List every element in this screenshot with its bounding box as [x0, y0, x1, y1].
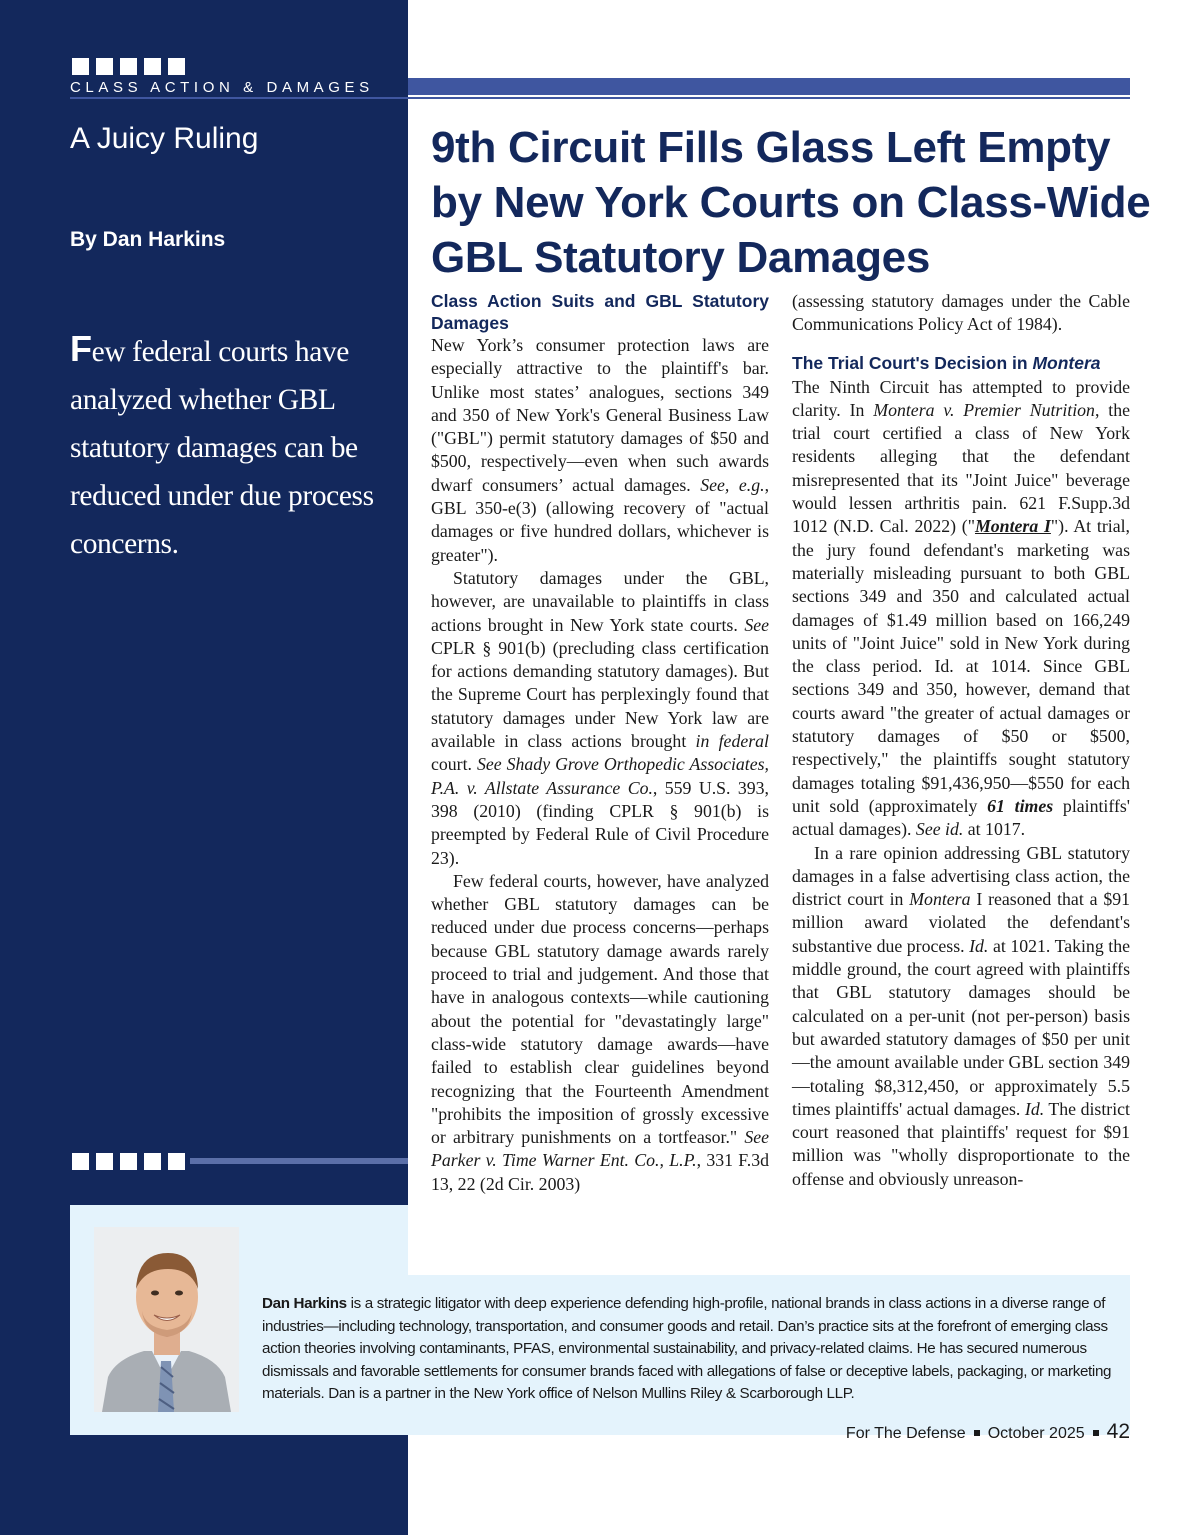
section-rule — [70, 97, 1130, 99]
paragraph: The Ninth Circuit has attempted to provide clarity. In Montera v. Premier Nutrition, the trial court certified a class of New York residents alleging that the defendant misrepresented that its "Joint Juice" beverage would lessen arthritis pain. 621 F.Supp.3d 1012 (N.D. Cal. 2022) ("Montera I"). At trial, the jury found defendant's marketing was materially misleading pursuant to both GBL sections 349 and 350 and calculated actual damages of $1.49 million based on 166,249 units of "Joint Juice" sold in New York during the class period. Id. at 1014. Since GBL sections 349 and 350, however, demand that courts award "the greater of actual damages or statutory damages of $50 or $500, respectively," the plaintiffs sought statutory damages totaling $91,436,950—$550 for each unit sold (approximately 61 times plaintiffs' actual damages). See id. at 1017. — [792, 376, 1131, 840]
square-icon — [144, 58, 161, 75]
article-column-2 — [792, 290, 1130, 1191]
author-bio-text: Dan Harkins is a strategic litigator with deep experience defending high-profile, national brands in class actions in a diverse range of industries—including technology, transportation, and consumer goods and retail. Dan’s practice sits at the forefront of emerging class action theories involving contaminants, PFAS, environmental sustainability, and privacy-related claims. He has secured numerous dismissals and favorable settlements for consumer brands faced with allegations of false or deceptive labels, packaging, or marketing materials. Dan is a partner in the New York office of Nelson Mullins Riley & Scarborough LLP. — [262, 1295, 1112, 1403]
pull-quote-text: ew federal courts have analyzed whether GBL statutory damages can be reduced under due process concerns. — [70, 336, 374, 560]
section-label: CLASS ACTION & DAMAGES — [70, 79, 374, 96]
article-column-1 — [431, 290, 769, 1196]
footer-date: October 2025 — [987, 1425, 1085, 1442]
decorative-squares-bottom — [72, 1153, 185, 1170]
pull-quote-drop-letter: F — [70, 328, 92, 369]
bullet-icon — [974, 1430, 980, 1436]
bullet-icon — [1093, 1430, 1099, 1436]
pull-quote — [70, 325, 390, 568]
author-name: Dan Harkins — [262, 1295, 347, 1312]
square-icon — [96, 58, 113, 75]
square-icon — [96, 1153, 113, 1170]
square-icon — [168, 58, 185, 75]
square-icon — [72, 1153, 89, 1170]
paragraph: Few federal courts, however, have analyzed whether GBL statutory damages can be reduced under due process concerns—perhaps because GBL statutory damage awards rarely proceed to trial and judgement. And those that have in analogous contexts—while cautioning about the potential for "devastatingly large" class-wide statutory damage awards—have failed to establish clear guidelines beyond recognizing that the Fourteenth Amendment "prohibits the imposition of grossly excessive or arbitrary punishments on a tortfeasor." See Parker v. Time Warner Ent. Co., L.P., 331 F.3d 13, 22 (2d Cir. 2003) — [431, 870, 769, 1194]
decorative-rule — [190, 1158, 408, 1164]
byline: By Dan Harkins — [70, 228, 226, 251]
square-icon — [72, 58, 89, 75]
paragraph: In a rare opinion addressing GBL statutory damages in a false advertising class action, the district court in Montera I reasoned that a $91 million award violated the defendant's substantive due process. Id. at 1021. Taking the middle ground, the court agreed with plaintiffs that GBL statutory damages should be calculated on a per-unit (not per-person) basis but awarded statutory damages of $50 per unit—the amount available under GBL section 349—totaling $8,312,450, or approximately 5.5 times plaintiffs' actual damages. Id. The district court reasoned that plaintiffs' request for $91 million was "wholly disproportionate to the offense and obviously unreason- — [792, 842, 1130, 1189]
paragraph: New York’s consumer protection laws are especially attractive to the plaintiff's bar. Unlike most states’ analogues, sections 349 and 350 of New York's General Business Law ("GBL") permit statutory damages of $50 and $500, respectively—even when such awards dwarf consumers’ actual damages. See, e.g., GBL 350-e(3) (allowing recovery of "actual damages or five hundred dollars, whichever is greater"). — [431, 335, 770, 565]
paragraph: Statutory damages under the GBL, however, are unavailable to plaintiffs in class actions brought in New York state courts. See CPLR § 901(b) (precluding class certification for actions demanding statutory damages). But the Supreme Court has perplexingly found that statutory damages under New York law are available in class actions brought in federal court. See Shady Grove Orthopedic Associates, P.A. v. Allstate Assurance Co., 559 U.S. 393, 398 (2010) (finding CPLR § 901(b) is preempted by Federal Rule of Civil Procedure 23). — [431, 567, 769, 868]
paragraph: (assessing statutory damages under the Cable Communications Policy Act of 1984). — [792, 291, 1130, 335]
author-photo — [94, 1227, 239, 1412]
subhead-class-action: Class Action Suits and GBL Statutory Damages — [431, 291, 769, 333]
article-headline: 9th Circuit Fills Glass Left Empty by New York Courts on Class-Wide GBL Statutory Damages — [431, 123, 1151, 282]
page-footer — [846, 1420, 1130, 1444]
montera-link[interactable]: Montera I — [974, 516, 1051, 537]
square-icon — [120, 1153, 137, 1170]
footer-publication: For The Defense — [845, 1425, 966, 1442]
author-bio-box — [70, 1205, 1130, 1435]
kicker: A Juicy Ruling — [70, 122, 259, 155]
section-bar — [408, 78, 1130, 95]
square-icon — [144, 1153, 161, 1170]
page-number: 42 — [1106, 1420, 1130, 1443]
square-icon — [168, 1153, 185, 1170]
square-icon — [120, 58, 137, 75]
decorative-squares-top — [72, 58, 185, 75]
subhead-trial-court: The Trial Court's Decision in Montera — [792, 352, 1101, 373]
